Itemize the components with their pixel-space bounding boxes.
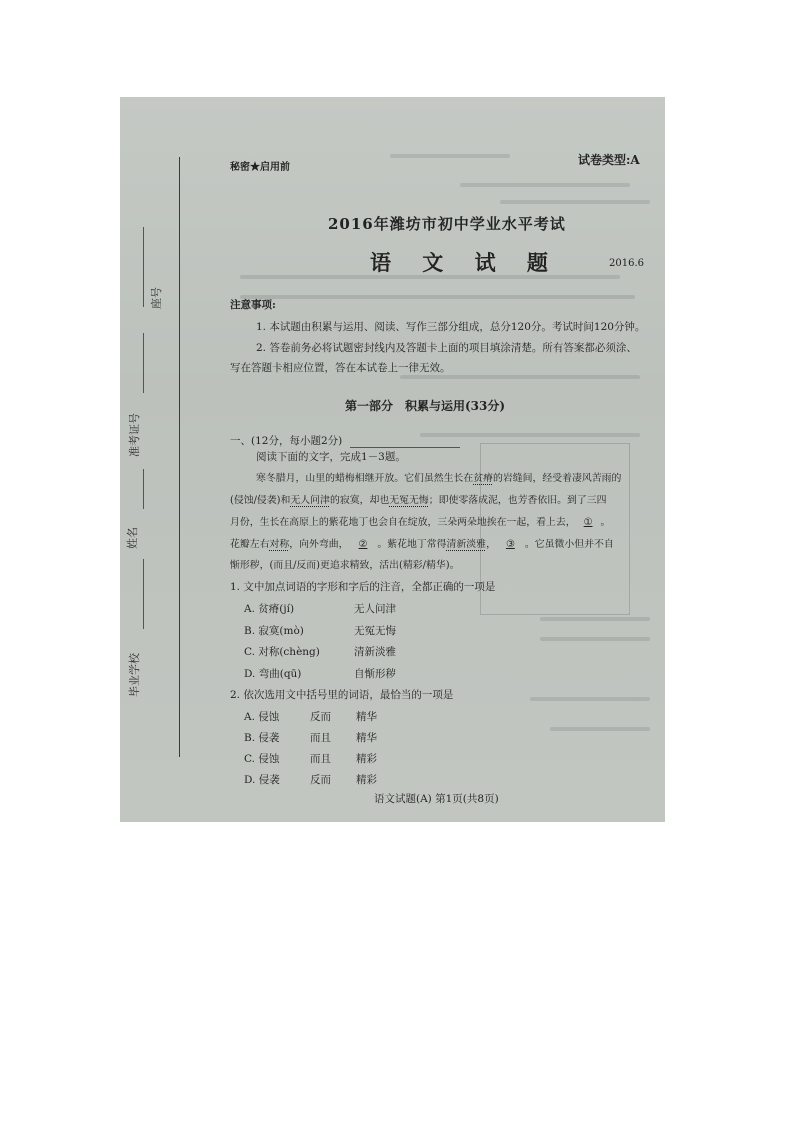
- section-1-heading: 一、(12分，每小题2分): [230, 435, 343, 447]
- question-1-stem: 1. 文中加点词语的字形和字后的注音，全都正确的一项是: [230, 581, 496, 593]
- passage-line-4: 花瓣左右对称，向外弯曲， ② 。紫花地丁常得清新淡雅， ③ 。它虽微小但并不自: [230, 539, 614, 550]
- q1-option-c[interactable]: C. 对称(chèng): [244, 646, 320, 658]
- q1-option-c-word: 清新淡雅: [354, 646, 396, 658]
- passage-line-5: 惭形秽，(而且/反而)更追求精致，活出(精彩/精华)。: [230, 560, 460, 571]
- q1-option-a-word: 无人问津: [354, 603, 396, 615]
- q1-option-b[interactable]: B. 寂寞(mò): [244, 625, 304, 637]
- bleed-through-mark: [500, 200, 650, 204]
- exam-no-blank: [143, 469, 144, 509]
- blank-1: ①: [583, 517, 593, 528]
- confidential-mark: 秘密★启用前: [230, 162, 290, 173]
- blank-2: ②: [358, 539, 368, 550]
- q2-option-b[interactable]: B. 侵袭: [244, 732, 280, 744]
- q2-option-a-word2: 反而: [310, 711, 331, 723]
- q1-option-d[interactable]: D. 弯曲(qū): [244, 668, 302, 680]
- dotted-word: 清新淡雅: [446, 539, 487, 550]
- exam-no-blank-top: [143, 333, 144, 393]
- q2-option-c[interactable]: C. 侵蚀: [244, 753, 280, 765]
- bleed-through-mark: [240, 295, 635, 299]
- bleed-through-mark: [460, 183, 630, 187]
- q2-option-d-word3: 精彩: [356, 774, 377, 786]
- q2-option-c-word3: 精彩: [356, 753, 377, 765]
- bleed-through-image: [480, 443, 630, 615]
- q2-option-b-word2: 而且: [310, 732, 331, 744]
- passage-line-3: 月份，生长在高原上的紫花地丁也会自在绽放，三朵两朵地挨在一起，看上去， ① 。: [230, 517, 611, 528]
- section-underline: [350, 447, 460, 448]
- q1-option-a[interactable]: A. 贫瘠(jí): [244, 603, 295, 615]
- bleed-through-mark: [420, 433, 640, 437]
- dotted-word: 贫瘠: [473, 473, 494, 484]
- bleed-through-mark: [540, 637, 650, 641]
- seat-no-label: 座号: [150, 287, 163, 309]
- q2-option-b-word3: 精华: [356, 732, 377, 744]
- notice-item-2-cont: 写在答题卡相应位置，答在本试卷上一律无效。: [230, 362, 451, 374]
- bleed-through-mark: [390, 154, 510, 158]
- bleed-through-mark: [530, 697, 650, 701]
- name-blank: [143, 559, 144, 629]
- q2-option-d-word2: 反而: [310, 774, 331, 786]
- notice-heading: 注意事项:: [230, 299, 276, 311]
- q1-option-d-word: 自惭形秽: [354, 668, 396, 680]
- bleed-through-mark: [400, 375, 640, 379]
- passage-line-2: (侵蚀/侵袭)和无人问津的寂寞，却也无冤无悔；即使零落成泥，也芳香依旧。到了三四: [230, 495, 607, 506]
- exam-date: 2016.6: [609, 258, 644, 269]
- notice-item-2: 2. 答卷前务必将试题密封线内及答题卡上面的项目填涂清楚。所有答案都必须涂、: [256, 342, 637, 354]
- q2-option-a[interactable]: A. 侵蚀: [244, 711, 280, 723]
- seat-no-blank: [143, 227, 144, 307]
- name-label: 姓名: [126, 527, 139, 549]
- q1-option-b-word: 无冤无悔: [354, 625, 396, 637]
- part-1-heading: 第一部分 积累与运用(33分): [345, 399, 506, 413]
- section-1-instruction: 阅读下面的文字，完成1－3题。: [256, 451, 406, 463]
- notice-item-1: 1. 本试题由积累与运用、阅读、写作三部分组成，总分120分。考试时间120分钟。: [256, 321, 646, 333]
- question-2-stem: 2. 依次选用文中括号里的词语，最恰当的一项是: [230, 689, 454, 701]
- binding-line: [179, 157, 180, 757]
- exam-no-label: 准考证号: [128, 413, 141, 457]
- blank-3: ③: [505, 539, 515, 550]
- bleed-through-mark: [550, 727, 650, 731]
- bleed-through-mark: [540, 617, 650, 621]
- q2-option-d[interactable]: D. 侵袭: [244, 774, 280, 786]
- exam-title: 2016年潍坊市初中学业水平考试: [328, 215, 566, 233]
- q2-option-a-word3: 精华: [356, 711, 377, 723]
- dotted-word: 无人问津: [290, 495, 330, 506]
- school-label: 毕业学校: [128, 653, 141, 697]
- exam-paper-photo: [120, 97, 665, 822]
- q2-option-c-word2: 而且: [310, 753, 331, 765]
- passage-line-1: 寒冬腊月，山里的蜡梅相继开放。它们虽然生长在贫瘠的岩缝间，经受着凄风苦雨的: [256, 473, 622, 484]
- dotted-word: 对称: [269, 539, 290, 550]
- paper-type: 试卷类型:A: [578, 153, 640, 167]
- page-footer: 语文试题(A) 第1页(共8页): [374, 793, 499, 805]
- subject-title: 语 文 试 题: [370, 250, 560, 275]
- dotted-word: 无冤无悔: [389, 495, 429, 506]
